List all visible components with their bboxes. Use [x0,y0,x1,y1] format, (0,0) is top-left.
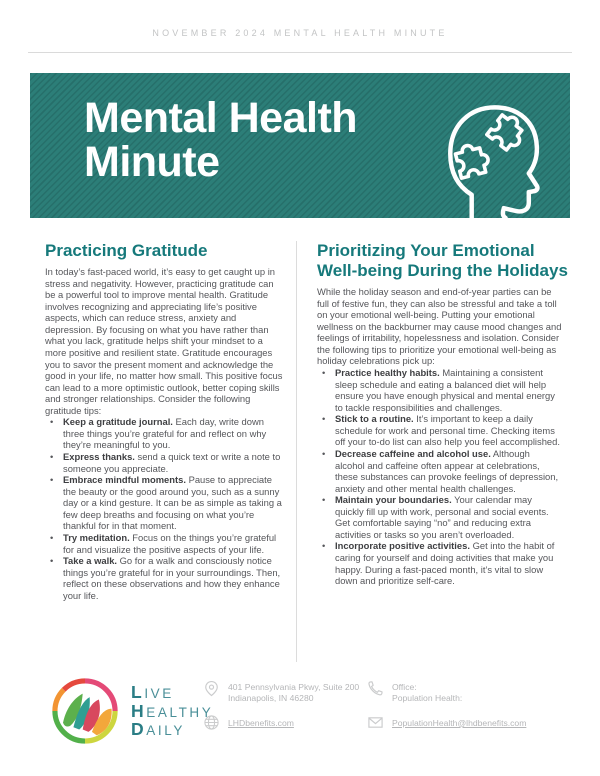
list-item-lead: Stick to a routine. [335,413,414,425]
list-item [45,532,286,555]
article-intro: In today’s fast-paced world, it’s easy to get caught up in stress and negativity. However, practicing gratitude can be a powerful tool to improve mental health. Gratitude involves recognizing and appreciating life’s positive aspects, which can reduce stress, anxiety and depression. By focusing on what you have rather than what you lack, gratitude helps shift your mindset to a more positive and resilient state. Gratitude encourages you to savor the present moment and acknowledge the good in your life, no matter how small. This positive focus can lead to a more optimistic outlook, better coping skills and stronger relationships. Consider the following gratitude tips: [45,266,283,416]
logo-word-daily: DAILY [131,719,185,740]
gratitude-tips-list [45,416,286,601]
eyebrow-title: NOVEMBER 2024 MENTAL HEALTH MINUTE [152,28,448,38]
content-columns [45,241,568,662]
head-puzzle-icon [444,102,544,218]
list-item-text: Maintaining a consistent sleep schedule and eating a balanced diet will help ensure you have enough physical and mental energy to tackle responsibilities and challenges. [335,367,555,413]
article-heading: Prioritizing Your Emotional Well-being During the Holidays [317,241,568,281]
logo-wordmark [131,683,213,740]
list-item [45,555,286,601]
logo-word-live: LIVE [131,681,174,702]
list-item-text: Get into the habit of caring for yourself and doing activities that make you happy. During a fast-paced month, it’s vital to slow down and prioritize self-care. [335,540,555,587]
banner-title [84,94,358,186]
website-link[interactable]: LHDbenefits.com [228,717,294,728]
list-item-lead: Practice healthy habits. [335,367,440,379]
email-row [367,714,526,731]
list-item [317,367,562,413]
banner [30,73,570,218]
list-item-lead: Try meditation. [63,531,130,543]
list-item [317,448,562,494]
banner-title-line2: Minute [84,137,220,186]
list-item-text: Each day, write down three things you’re grateful for and reflect on why they’re meaningful to you. [63,416,267,451]
address-line1: 401 Pennsylvania Pkwy, Suite 200 [228,682,360,692]
header-divider [28,52,572,53]
population-health-label: Population Health: [392,693,463,704]
globe-icon [203,714,220,731]
list-item [45,451,286,474]
list-item [317,494,562,540]
article-emotional-wellbeing [297,241,568,662]
contact-address-block [203,680,359,740]
phone-text [392,680,462,705]
address-text [228,680,359,705]
list-item-text: Go for a walk and consciously notice things you’re grateful for in your surroundings. Then, reflect on these observations and how they enhance your life. [63,555,281,601]
list-item-lead: Express thanks. [63,451,135,463]
list-item [317,540,562,586]
article-intro: While the holiday season and end-of-year parties can be full of festive fun, they can also be stressful and take a toll on your emotional well-being. Putting your emotional wellness on the backburner may cause mood changes and feelings of irritability, hopelessness and isolation. Consider the following tips to prioritize your emotional well-being as holiday celebrations pick up: [317,286,562,367]
list-item-lead: Take a walk. [63,555,118,567]
list-item-lead: Decrease caffeine and alcohol use. [335,447,491,459]
article-practicing-gratitude [45,241,297,662]
list-item-text: Your calendar may quickly fill up with work, personal and social events. Get comfortable saying “no” and reducing extra activities or tasks so you aren’t overloaded. [335,494,549,540]
list-item-lead: Incorporate positive activities. [335,540,470,552]
address-line2: Indianapolis, IN 46280 [228,693,314,704]
address-row [203,680,359,705]
location-pin-icon [203,680,220,697]
list-item-text: It’s important to keep a daily schedule for work and personal time. Checking items off your to-do list can also help you feel accomplished. [335,413,560,448]
list-item-text: Pause to appreciate the beauty or the good around you, such as a sunny day or a kind gesture. It can be as simple as taking a few deep breaths and focusing on what you’re thankful for in that moment. [63,474,282,532]
list-item-lead: Maintain your boundaries. [335,494,452,506]
envelope-icon [367,714,384,731]
list-item-lead: Embrace mindful moments. [63,474,186,486]
office-label: Office: [392,682,417,692]
list-item-text: send a quick text or write a note to someone you appreciate. [63,451,281,474]
website-row [203,714,359,731]
article-heading: Practicing Gratitude [45,241,208,260]
live-healthy-daily-logo [48,674,213,748]
list-item [45,474,286,532]
contact-phone-block [367,680,526,740]
email-link[interactable]: PopulationHealth@lhdbenefits.com [392,717,527,728]
list-item-text: Focus on the things you’re grateful for and visualize the positive aspects of your life. [63,531,277,555]
phone-icon [367,680,384,697]
phone-row [367,680,526,705]
list-item [45,416,286,451]
logo-word-healthy: HEALTHY [131,700,214,721]
list-item-lead: Keep a gratitude journal. [63,416,173,428]
list-item-text: Although alcohol and caffeine often appear at celebrations, these substances can provoke feelings of depression, anxiety and other mental health challenges. [335,447,559,494]
logo-ring-icon [48,674,122,748]
footer [0,664,600,776]
banner-title-line1: Mental Health [84,94,358,142]
wellbeing-tips-list [317,367,562,587]
list-item [317,413,562,448]
